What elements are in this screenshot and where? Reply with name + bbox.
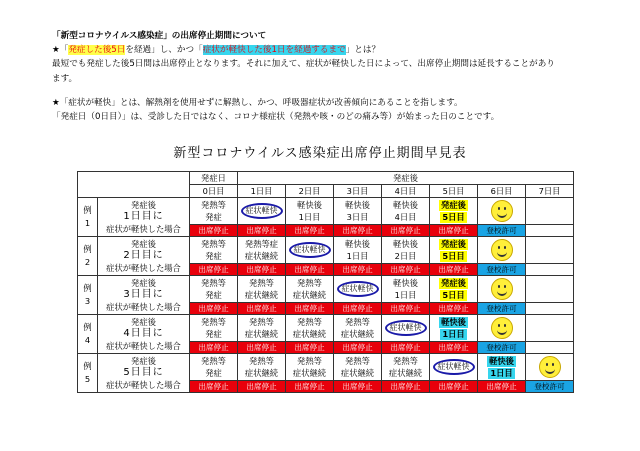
recovery-oval: 症状軽快 (289, 242, 331, 258)
desc-line: 発症後 (131, 356, 156, 366)
highlight-recovery: 症状が軽快した後1日を経過するまで (202, 45, 346, 56)
day-cell (190, 198, 238, 225)
day-cell (526, 237, 574, 264)
suspension-cell: 出席停止 (238, 381, 286, 393)
status-line: 発症後 (441, 278, 466, 288)
example-mark: 例 (83, 244, 92, 254)
day-cell (430, 315, 478, 342)
status-line: 5日目 (442, 251, 465, 261)
permit-cell: 登校許可 (526, 381, 574, 393)
smiley-face-icon (491, 239, 513, 261)
day-header: 0日目 (190, 185, 238, 198)
permit-cell: 登校許可 (478, 225, 526, 237)
example-number (78, 315, 98, 354)
day-cell (382, 198, 430, 225)
status-line: 軽快後 (393, 278, 418, 288)
example-description (98, 237, 190, 276)
desc-day: 5日目に (123, 367, 164, 378)
day-cell (526, 276, 574, 303)
day-cell (382, 237, 430, 264)
example-description (98, 276, 190, 315)
example-number (78, 237, 98, 276)
status-line: 症状継続 (244, 329, 279, 339)
status-line: 発熱等 (249, 317, 274, 327)
highlight-5days: 発症した後5日 (68, 45, 126, 56)
day-cell (526, 354, 574, 381)
example-mark: 例 (83, 283, 92, 293)
day-cell (238, 276, 286, 303)
day-cell (382, 354, 430, 381)
after-onset-label: 発症後 (238, 172, 574, 185)
status-line: 症状継続 (340, 329, 375, 339)
day-cell (430, 237, 478, 264)
day-header: 6日目 (478, 185, 526, 198)
day-cell (286, 354, 334, 381)
day-cell (478, 237, 526, 264)
recovery-oval: 症状軽快 (337, 281, 379, 297)
suspension-cell: 出席停止 (238, 342, 286, 354)
example-number (78, 276, 98, 315)
status-line: 1日目 (298, 212, 321, 222)
day-header: 7日目 (526, 185, 574, 198)
suspension-cell: 出席停止 (430, 225, 478, 237)
suspension-cell: 出席停止 (190, 264, 238, 276)
suspension-cell (526, 225, 574, 237)
table-title: 新型コロナウイルス感染症出席停止期間早見表 (173, 146, 467, 161)
status-line: 発熱等症 (244, 239, 279, 249)
suspension-cell: 出席停止 (478, 381, 526, 393)
suspension-cell: 出席停止 (430, 342, 478, 354)
definition-recovery: ★「症状が軽快」とは、解熱剤を使用せずに解熱し、かつ、呼吸器症状が改善傾向にあることを指します。 (52, 97, 463, 108)
explanation-line-2: ます。 (52, 73, 78, 84)
suspension-cell: 出席停止 (382, 225, 430, 237)
example-mark: 例 (83, 322, 92, 332)
example-index: 5 (84, 374, 91, 384)
status-line: 発症 (205, 251, 222, 261)
status-line: 発症後 (441, 200, 466, 210)
suspension-cell: 出席停止 (190, 303, 238, 315)
desc-line: 発症後 (131, 278, 156, 288)
status-line: 4日目 (394, 212, 417, 222)
day-cell (478, 315, 526, 342)
status-line: 発症 (205, 329, 222, 339)
example-row (78, 315, 574, 342)
suspension-cell: 出席停止 (334, 225, 382, 237)
status-line: 発熱等 (201, 239, 226, 249)
status-line: 軽快後 (489, 356, 514, 366)
permit-cell: 登校許可 (478, 303, 526, 315)
status-line: 症状継続 (244, 251, 279, 261)
desc-day: 1日目に (123, 211, 164, 222)
desc-day: 2日目に (123, 250, 164, 261)
day-cell (526, 198, 574, 225)
permit-cell: 登校許可 (478, 264, 526, 276)
status-line: 軽快後 (393, 200, 418, 210)
desc-line: 症状が軽快した場合 (106, 224, 181, 234)
header-corner (78, 172, 190, 198)
day-cell (526, 315, 574, 342)
smiley-face-icon (491, 317, 513, 339)
status-line: 発熱等 (393, 356, 418, 366)
day-header: 1日目 (238, 185, 286, 198)
day-cell (478, 354, 526, 381)
desc-line: 症状が軽快した場合 (106, 380, 181, 390)
suspension-cell: 出席停止 (286, 342, 334, 354)
day-cell (238, 237, 286, 264)
day-cell (238, 315, 286, 342)
suspension-cell: 出席停止 (286, 381, 334, 393)
page-heading: 「新型コロナウイルス感染症」の出席停止期間について (52, 31, 267, 41)
status-line: 発熱等 (201, 317, 226, 327)
suspension-cell: 出席停止 (430, 381, 478, 393)
suspension-cell: 出席停止 (238, 225, 286, 237)
recovery-oval: 症状軽快 (241, 203, 283, 219)
smiley-face-icon (491, 200, 513, 222)
status-line: 発熱等 (201, 356, 226, 366)
example-row (78, 237, 574, 264)
day-cell (430, 276, 478, 303)
status-line: 軽快後 (345, 200, 370, 210)
status-line: 発熱等 (345, 317, 370, 327)
suspension-cell (526, 303, 574, 315)
example-index: 1 (84, 218, 91, 228)
status-line: 2日目 (394, 251, 417, 261)
suspension-cell: 出席停止 (334, 381, 382, 393)
example-index: 4 (84, 335, 91, 345)
day-cell (478, 198, 526, 225)
desc-line: 症状が軽快した場合 (106, 341, 181, 351)
example-description (98, 354, 190, 393)
smiley-face-icon (539, 356, 561, 378)
day-cell (238, 198, 286, 225)
status-line: 症状継続 (244, 368, 279, 378)
suspension-cell: 出席停止 (382, 303, 430, 315)
day-cell (334, 237, 382, 264)
day-cell (286, 198, 334, 225)
status-line: 発熱等 (201, 278, 226, 288)
day-cell (286, 276, 334, 303)
day-cell (430, 198, 478, 225)
recovery-oval: 症状軽快 (433, 359, 475, 375)
example-mark: 例 (83, 361, 92, 371)
day-cell (190, 315, 238, 342)
example-description (98, 315, 190, 354)
onset-day-label: 発症日 (190, 172, 238, 185)
example-index: 2 (84, 257, 91, 267)
day-header: 5日目 (430, 185, 478, 198)
status-line: 軽快後 (345, 239, 370, 249)
suspension-cell: 出席停止 (190, 225, 238, 237)
status-line: 発熱等 (297, 356, 322, 366)
status-line: 3日目 (346, 212, 369, 222)
suspension-cell: 出席停止 (190, 342, 238, 354)
status-line: 1日目 (394, 290, 417, 300)
suspension-cell: 出席停止 (286, 303, 334, 315)
suspension-cell: 出席停止 (430, 264, 478, 276)
question-end: 」とは？ (345, 45, 381, 56)
definition-onset: 「発症日（0日目）」は、受診した日ではなく、コロナ様症状（発熱や咳・のどの痛み等）が始まった日のことです。 (52, 111, 500, 122)
desc-line: 症状が軽快した場合 (106, 302, 181, 312)
status-line: 発熱等 (345, 356, 370, 366)
suspension-cell: 出席停止 (382, 264, 430, 276)
header-row-1 (78, 172, 574, 185)
question-star: ★「 (52, 45, 69, 56)
smiley-face-icon (491, 278, 513, 300)
day-header: 4日目 (382, 185, 430, 198)
status-line: 1日目 (442, 329, 465, 339)
status-line: 症状継続 (292, 329, 327, 339)
suspension-cell: 出席停止 (334, 264, 382, 276)
day-header: 2日目 (286, 185, 334, 198)
suspension-cell (526, 264, 574, 276)
day-cell (334, 354, 382, 381)
example-number (78, 198, 98, 237)
desc-line: 発症後 (131, 239, 156, 249)
day-cell (430, 354, 478, 381)
day-cell (334, 198, 382, 225)
status-line: 軽快後 (297, 200, 322, 210)
day-cell (382, 276, 430, 303)
explanation-line-1: 最短でも発症した後5日間は出席停止となります。それに加えて、症状が軽快した日によって、出席停止期間は延長することがあり (52, 59, 555, 70)
desc-line: 発症後 (131, 200, 156, 210)
status-line: 発熱等 (249, 278, 274, 288)
suspension-cell: 出席停止 (286, 225, 334, 237)
example-index: 3 (84, 296, 91, 306)
day-cell (286, 315, 334, 342)
suspension-cell: 出席停止 (334, 342, 382, 354)
example-mark: 例 (83, 205, 92, 215)
status-line: 発症 (205, 290, 222, 300)
permit-cell: 登校許可 (478, 342, 526, 354)
desc-day: 3日目に (123, 289, 164, 300)
status-line: 発熱等 (297, 278, 322, 288)
status-line: 1日目 (490, 368, 513, 378)
suspension-cell: 出席停止 (382, 381, 430, 393)
example-row (78, 276, 574, 303)
status-line: 症状継続 (244, 290, 279, 300)
desc-line: 症状が軽快した場合 (106, 263, 181, 273)
quick-reference-table (77, 171, 574, 393)
day-cell (190, 276, 238, 303)
example-row (78, 354, 574, 381)
day-cell (190, 354, 238, 381)
suspension-cell: 出席停止 (238, 264, 286, 276)
status-line: 発熱等 (249, 356, 274, 366)
status-line: 発熱等 (297, 317, 322, 327)
day-cell (238, 354, 286, 381)
day-cell (190, 237, 238, 264)
suspension-cell: 出席停止 (430, 303, 478, 315)
suspension-cell: 出席停止 (286, 264, 334, 276)
status-line: 5日目 (442, 290, 465, 300)
day-header: 3日目 (334, 185, 382, 198)
status-line: 1日目 (346, 251, 369, 261)
status-line: 症状継続 (340, 368, 375, 378)
status-line: 軽快後 (441, 317, 466, 327)
question-line (52, 43, 612, 57)
intro-text (52, 29, 612, 124)
desc-line: 発症後 (131, 317, 156, 327)
suspension-cell: 出席停止 (238, 303, 286, 315)
status-line: 5日目 (442, 212, 465, 222)
example-description (98, 198, 190, 237)
suspension-cell (526, 342, 574, 354)
day-cell (334, 276, 382, 303)
status-line: 症状継続 (292, 368, 327, 378)
status-line: 発症後 (441, 239, 466, 249)
suspension-cell: 出席停止 (334, 303, 382, 315)
status-line: 軽快後 (393, 239, 418, 249)
status-line: 症状継続 (292, 290, 327, 300)
recovery-oval: 症状軽快 (385, 320, 427, 336)
status-line: 発症 (205, 212, 222, 222)
example-number (78, 354, 98, 393)
day-cell (382, 315, 430, 342)
suspension-cell: 出席停止 (190, 381, 238, 393)
day-cell (334, 315, 382, 342)
question-mid: を経過」し、かつ「 (125, 45, 203, 56)
day-cell (478, 276, 526, 303)
status-line: 発熱等 (201, 200, 226, 210)
desc-day: 4日目に (123, 328, 164, 339)
status-line: 発症 (205, 368, 222, 378)
status-line: 症状継続 (388, 368, 423, 378)
example-row (78, 198, 574, 225)
suspension-cell: 出席停止 (382, 342, 430, 354)
day-cell (286, 237, 334, 264)
